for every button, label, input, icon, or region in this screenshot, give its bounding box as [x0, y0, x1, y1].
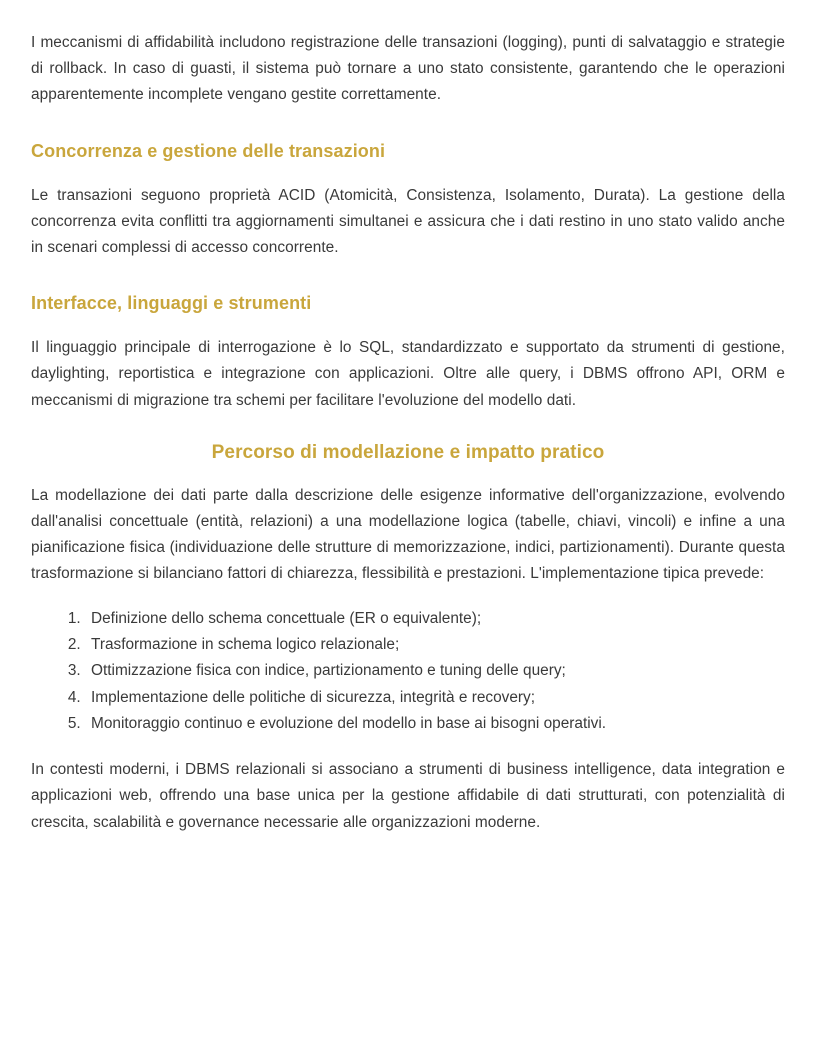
list-item: 1. Definizione dello schema concettuale (ER o equivalente);: [85, 606, 785, 632]
paragraph-modern-contexts: In contesti moderni, i DBMS relazionali si associano a strumenti di business intelligence, data integration e applicazioni web, offrendo una base unica per la gestione affidabile di dati strutturati, con potenzialità di crescita, scalabilità e governance necessarie alle organizzazioni moderne.: [31, 761, 785, 831]
spacer: [31, 414, 785, 440]
heading-concurrency: Concorrenza e gestione delle transazioni: [31, 140, 386, 161]
paragraph-reliability: I meccanismi di affidabilità includono registrazione delle transazioni (logging), punti di salvataggio e strategie di rollback. In caso di guasti, il sistema può tornare a uno stato consistente, garantendo che le operazioni apparentemente incomplete vengano gestite correttamente.: [31, 34, 785, 104]
list-item: 2. Trasformazione in schema logico relazionale;: [85, 632, 785, 658]
heading-modeling: Percorso di modellazione e impatto pratico: [211, 441, 605, 463]
document-content: [31, 30, 785, 836]
paragraph-modeling: La modellazione dei dati parte dalla descrizione delle esigenze informative dell'organizzazione, evolvendo dall'analisi concettuale (entità, relazioni) a una modellazione logica (tabelle, chiavi, vincoli) e infine a una pianificazione fisica (individuazione delle strutture di memorizzazione, indici, partizionamenti). Durante questa trasformazione si bilanciano fattori di chiarezza, flessibilità e prestazioni. L'implementazione tipica prevede:: [31, 486, 785, 583]
paragraph-interfaces: Il linguaggio principale di interrogazione è lo SQL, standardizzato e supportato da strumenti di gestione, daylighting, reportistica e integrazione con applicazioni. Oltre alle query, i DBMS offrono API, ORM e meccanismi di migrazione tra schemi per facilitare l'evoluzione del modello dati.: [31, 339, 785, 409]
spacer: [31, 465, 785, 483]
heading-interfaces: Interfacce, linguaggi e strumenti: [31, 293, 312, 314]
steps-list: [31, 606, 785, 737]
list-item: 3. Ottimizzazione fisica con indice, partizionamento e tuning delle query;: [85, 658, 785, 684]
list-item: 5. Monitoraggio continuo e evoluzione del modello in base ai bisogni operativi.: [85, 711, 785, 737]
spacer: [31, 163, 785, 183]
paragraph-concurrency: Le transazioni seguono proprietà ACID (Atomicità, Consistenza, Isolamento, Durata). La gestione della concorrenza evita conflitti tra aggiornamenti simultanei e assicura che i dati restino in uno stato valido anche in scenari complessi di accesso concorrente.: [31, 186, 785, 257]
spacer: [31, 261, 785, 291]
spacer: [31, 737, 785, 757]
spacer: [31, 315, 785, 335]
list-item: 4. Implementazione delle politiche di sicurezza, integrità e recovery;: [85, 685, 785, 711]
spacer: [31, 109, 785, 139]
spacer: [31, 588, 785, 606]
